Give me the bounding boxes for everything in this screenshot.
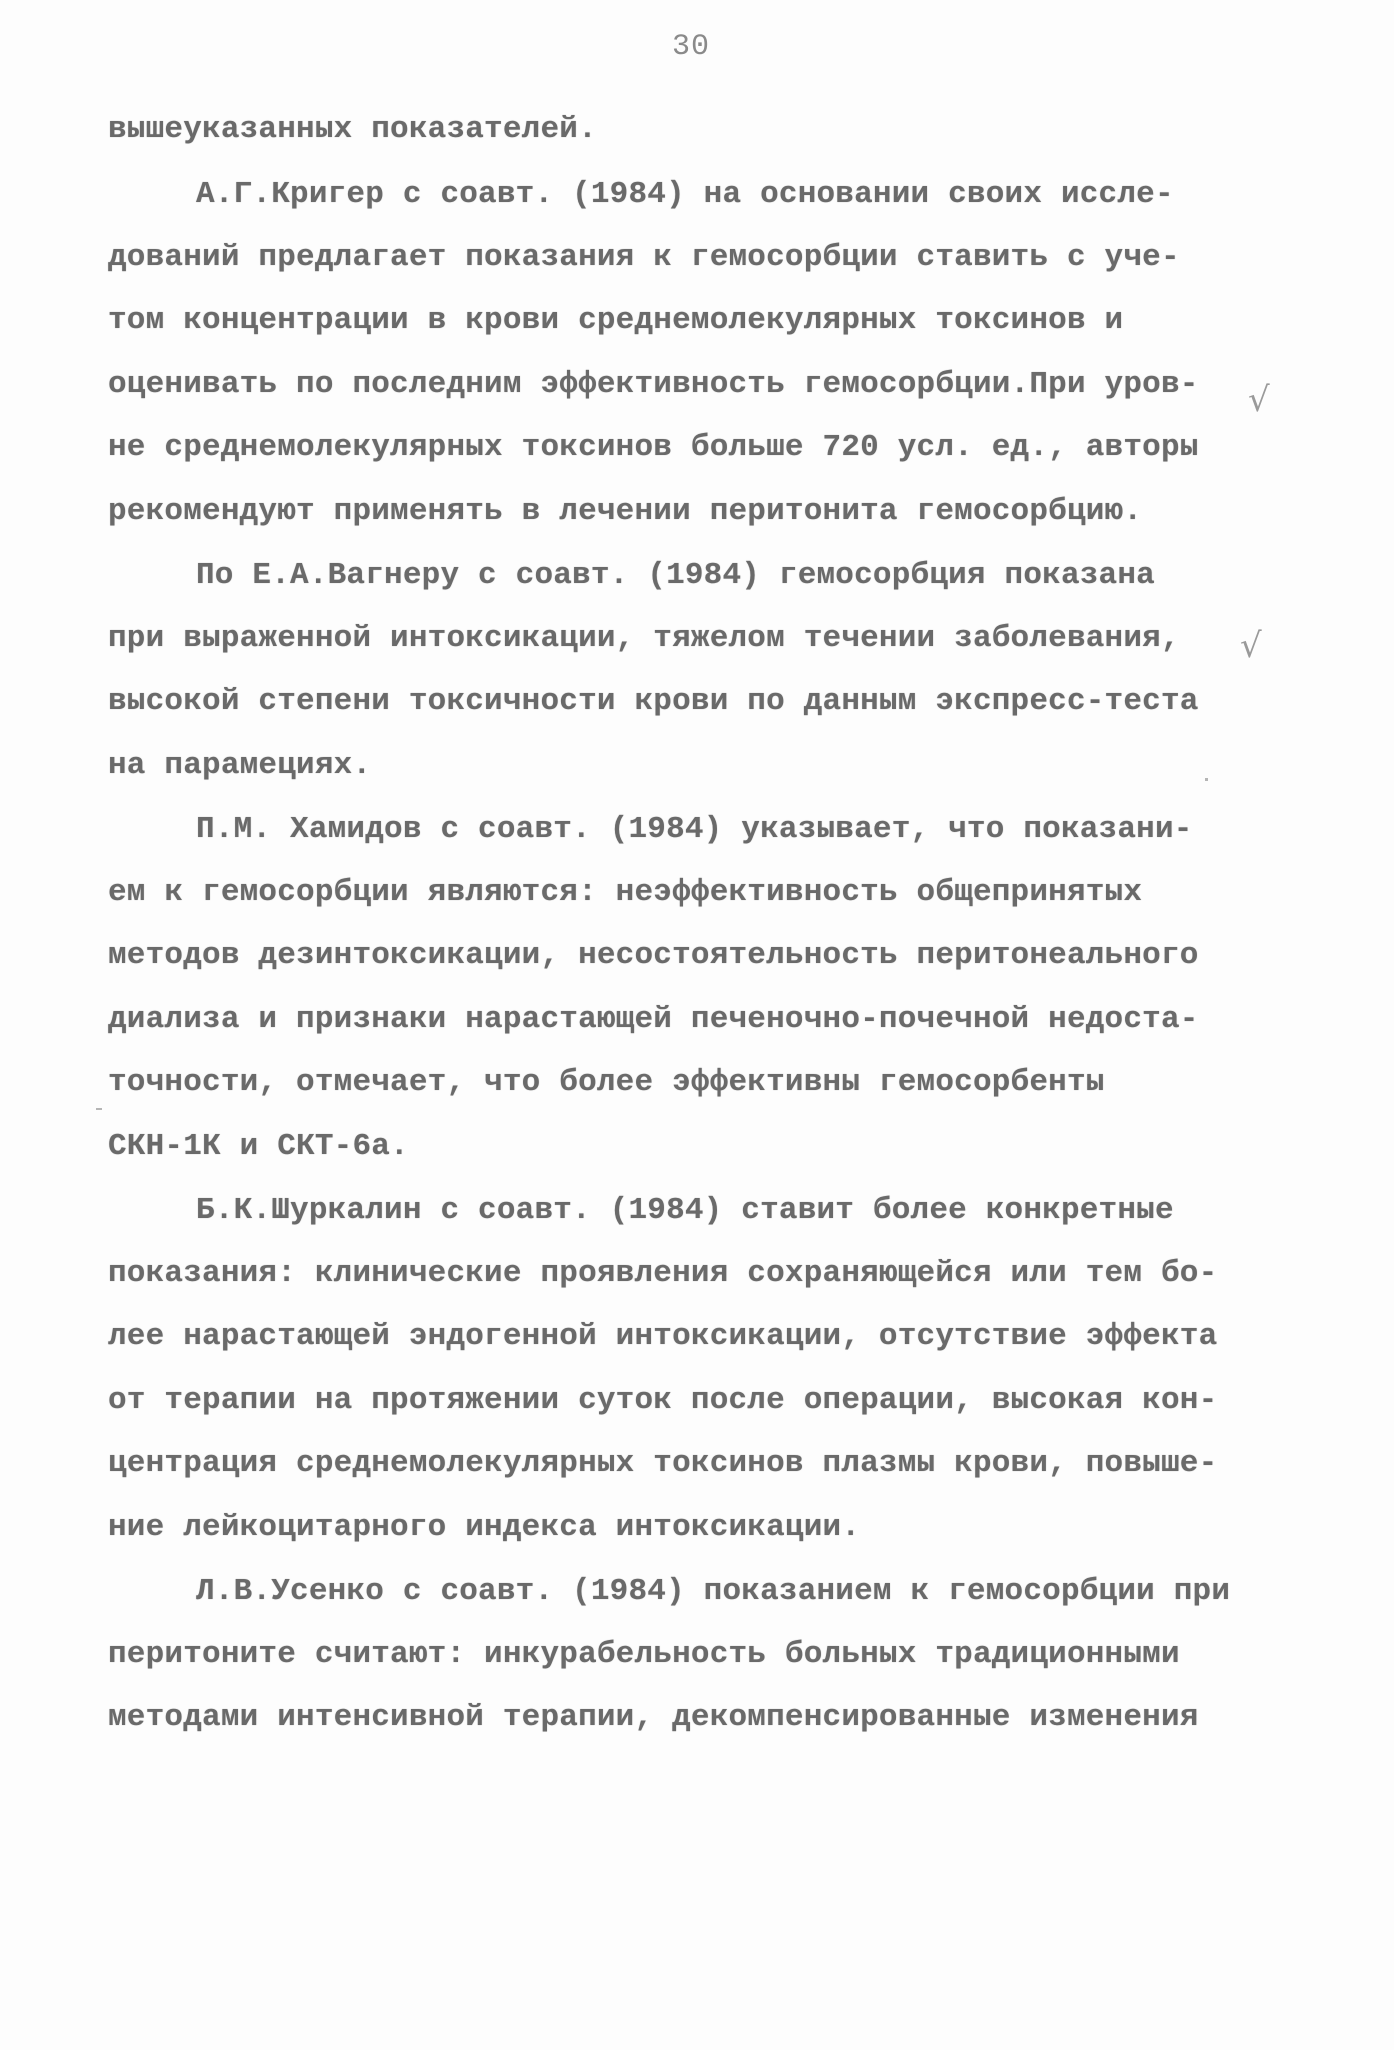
text-line: лее нарастающей эндогенной интоксикации, отсутствие эффекта: [108, 1319, 1218, 1354]
text-line: А.Г.Кригер с соавт. (1984) на основании своих иссле-: [196, 177, 1174, 212]
text-line: рекомендуют применять в лечении перитонита гемосорбцию.: [108, 494, 1143, 529]
text-line: не среднемолекулярных токсинов больше 720 усл. ед., авторы: [108, 430, 1199, 465]
page-number: 30: [672, 30, 711, 64]
text-line: П.М. Хамидов с соавт. (1984) указывает, что показани-: [196, 812, 1193, 847]
text-line: оценивать по последним эффективность гемосорбции.При уров-: [108, 367, 1199, 402]
text-line: Б.К.Шуркалин с соавт. (1984) ставит более конкретные: [196, 1193, 1174, 1228]
text-line: перитоните считают: инкурабельность больных традиционными: [108, 1637, 1180, 1672]
text-line: дований предлагает показания к гемосорбции ставить с уче-: [108, 240, 1180, 275]
margin-check-icon: √: [1240, 626, 1262, 666]
text-line: при выраженной интоксикации, тяжелом течении заболевания,: [108, 621, 1180, 656]
scan-speck: [1205, 778, 1208, 781]
text-line: показания: клинические проявления сохраняющейся или тем бо-: [108, 1256, 1218, 1291]
text-line: от терапии на протяжении суток после операции, высокая кон-: [108, 1383, 1218, 1418]
text-line: методами интенсивной терапии, декомпенсированные изменения: [108, 1700, 1199, 1735]
text-line: высокой степени токсичности крови по данным экспресс-теста: [108, 684, 1199, 719]
text-line: на парамециях.: [108, 748, 372, 783]
scan-speck: [96, 1108, 102, 1110]
text-line: СКН-1К и СКТ-6а.: [108, 1129, 409, 1164]
text-line: По Е.А.Вагнеру с соавт. (1984) гемосорбция показана: [196, 558, 1155, 593]
text-line: методов дезинтоксикации, несостоятельность перитонеального: [108, 938, 1199, 973]
text-line: том концентрации в крови среднемолекулярных токсинов и: [108, 303, 1124, 338]
margin-check-icon: √: [1248, 380, 1270, 420]
text-line: центрация среднемолекулярных токсинов плазмы крови, повыше-: [108, 1446, 1218, 1481]
text-line: ние лейкоцитарного индекса интоксикации.: [108, 1510, 861, 1545]
text-line: Л.В.Усенко с соавт. (1984) показанием к гемосорбции при: [196, 1574, 1231, 1609]
text-line: диализа и признаки нарастающей печеночно-почечной недоста-: [108, 1002, 1199, 1037]
text-line: вышеуказанных показателей.: [108, 112, 597, 147]
text-line: точности, отмечает, что более эффективны гемосорбенты: [108, 1065, 1105, 1100]
text-line: ем к гемосорбции являются: неэффективность общепринятых: [108, 875, 1143, 910]
